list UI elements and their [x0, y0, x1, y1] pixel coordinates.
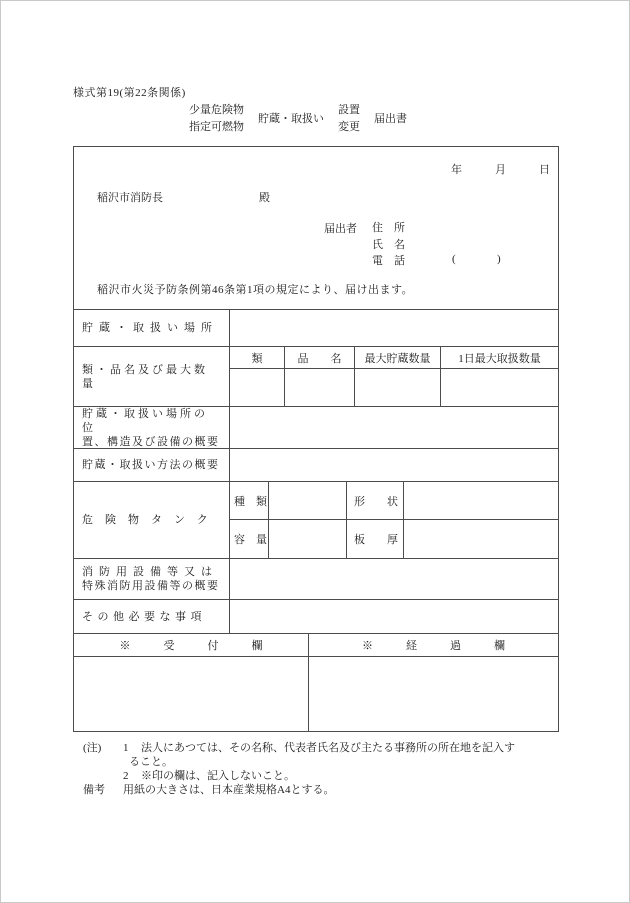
form-header-section — [74, 147, 558, 310]
tank-shape-label: 形 状 — [347, 482, 404, 520]
addressee: 稲沢市消防長 — [97, 192, 163, 204]
location-label-cell — [74, 310, 230, 346]
row-method — [74, 449, 558, 482]
title-subject-hazmat: 少量危険物 — [189, 104, 244, 116]
note-marker: (注) — [83, 742, 102, 754]
other-label-cell — [74, 600, 230, 633]
location-value-cell — [230, 310, 558, 346]
tank-type-value — [269, 482, 347, 520]
tank-label-cell — [74, 482, 230, 558]
title-doc-type: 届出書 — [374, 112, 407, 125]
structure-label-cell — [74, 407, 230, 448]
method-label: 貯蔵・取扱い方法の概要 — [82, 459, 220, 471]
notifier-label: 届出者 — [324, 223, 357, 235]
row-tank — [74, 482, 558, 559]
name-label: 氏 名 — [372, 238, 405, 251]
category-label: 類・品名及び最大数量 — [82, 363, 208, 390]
row-stamp-headers — [74, 634, 558, 657]
honorific: 殿 — [259, 192, 270, 204]
note1-number: 1 — [123, 742, 129, 754]
main-form-table — [73, 146, 559, 732]
phone-paren-open: ( — [452, 253, 456, 265]
category-header-max-daily: 1日最大取扱数量 — [441, 347, 558, 369]
structure-label-line2: 置、構造及び設備の概要 — [82, 435, 220, 448]
title-subject-flammable: 指定可燃物 — [189, 121, 244, 133]
tank-grid — [230, 482, 558, 558]
form-number: 様式第19(第22条関係) — [73, 87, 186, 99]
title-action: 貯蔵・取扱い — [258, 112, 324, 125]
row-other — [74, 600, 558, 634]
category-value-product — [285, 369, 355, 406]
progress-column-header: ※ 経 過 欄 — [362, 640, 505, 652]
notifier-block — [324, 220, 405, 270]
doc-title — [189, 102, 407, 136]
notifier-fields — [372, 220, 405, 270]
date-line: 年 月 日 — [451, 164, 550, 176]
equipment-label-line1: 消防用設備等又は — [82, 566, 218, 578]
row-location — [74, 310, 558, 347]
method-label-cell — [74, 449, 230, 481]
tank-shape-value — [404, 482, 558, 520]
remark-label: 備考 — [83, 784, 105, 796]
location-label: 貯蔵・取扱い場所 — [82, 322, 218, 334]
category-label-cell — [74, 347, 230, 406]
row-stamp-body — [74, 657, 558, 731]
category-header-class: 類 — [230, 347, 285, 369]
tank-capacity-label: 容 量 — [230, 520, 269, 558]
footnotes — [83, 742, 573, 806]
method-value-cell — [230, 449, 558, 481]
tank-label: 危険物タンク — [82, 514, 220, 526]
reception-column-header: ※ 受 付 欄 — [74, 634, 309, 656]
tank-thickness-value — [404, 520, 558, 558]
title-mode-stack — [338, 102, 360, 136]
row-equipment — [74, 559, 558, 600]
structure-value-cell — [230, 407, 558, 448]
phone-label: 電 話 — [372, 255, 405, 267]
category-value-max-storage — [355, 369, 441, 406]
row-structure — [74, 407, 558, 449]
remark-text: 用紙の大きさは、日本産業規格A4とする。 — [123, 784, 335, 796]
tank-thickness-label: 板 厚 — [347, 520, 404, 558]
category-value-max-daily — [441, 369, 558, 406]
phone-paren-close: ) — [497, 253, 501, 265]
address-label: 住 所 — [372, 222, 405, 234]
title-mode-change: 変更 — [338, 121, 360, 133]
note1-text-line1: 法人にあつては、その名称、代表者氏名及び主たる事務所の所在地を記入す — [141, 742, 515, 754]
structure-label-line1: 貯蔵・取扱い場所の位 — [82, 407, 208, 434]
category-header-max-storage: 最大貯蔵数量 — [355, 347, 441, 369]
row-category — [74, 347, 558, 407]
equipment-label-cell — [74, 559, 230, 599]
note1-text-line2: ること。 — [129, 756, 173, 768]
tank-type-label: 種 類 — [230, 482, 269, 520]
category-header-product: 品 名 — [285, 347, 355, 369]
category-value-class — [230, 369, 285, 406]
equipment-value-cell — [230, 559, 558, 599]
tank-capacity-value — [269, 520, 347, 558]
title-mode-install: 設置 — [338, 104, 360, 116]
addressee-line — [97, 189, 270, 205]
other-label: その他必要な事項 — [82, 610, 206, 623]
reception-box — [74, 657, 309, 731]
note2-number: 2 — [123, 770, 129, 782]
other-value-cell — [230, 600, 558, 633]
note2-text: ※印の欄は、記入しないこと。 — [141, 770, 295, 782]
statement: 稲沢市火災予防条例第46条第1項の規定により、届け出ます。 — [97, 284, 414, 296]
progress-box — [309, 657, 558, 731]
title-subject-stack — [189, 102, 244, 136]
equipment-label-line2: 特殊消防用設備等の概要 — [82, 580, 220, 592]
category-grid — [230, 347, 558, 406]
